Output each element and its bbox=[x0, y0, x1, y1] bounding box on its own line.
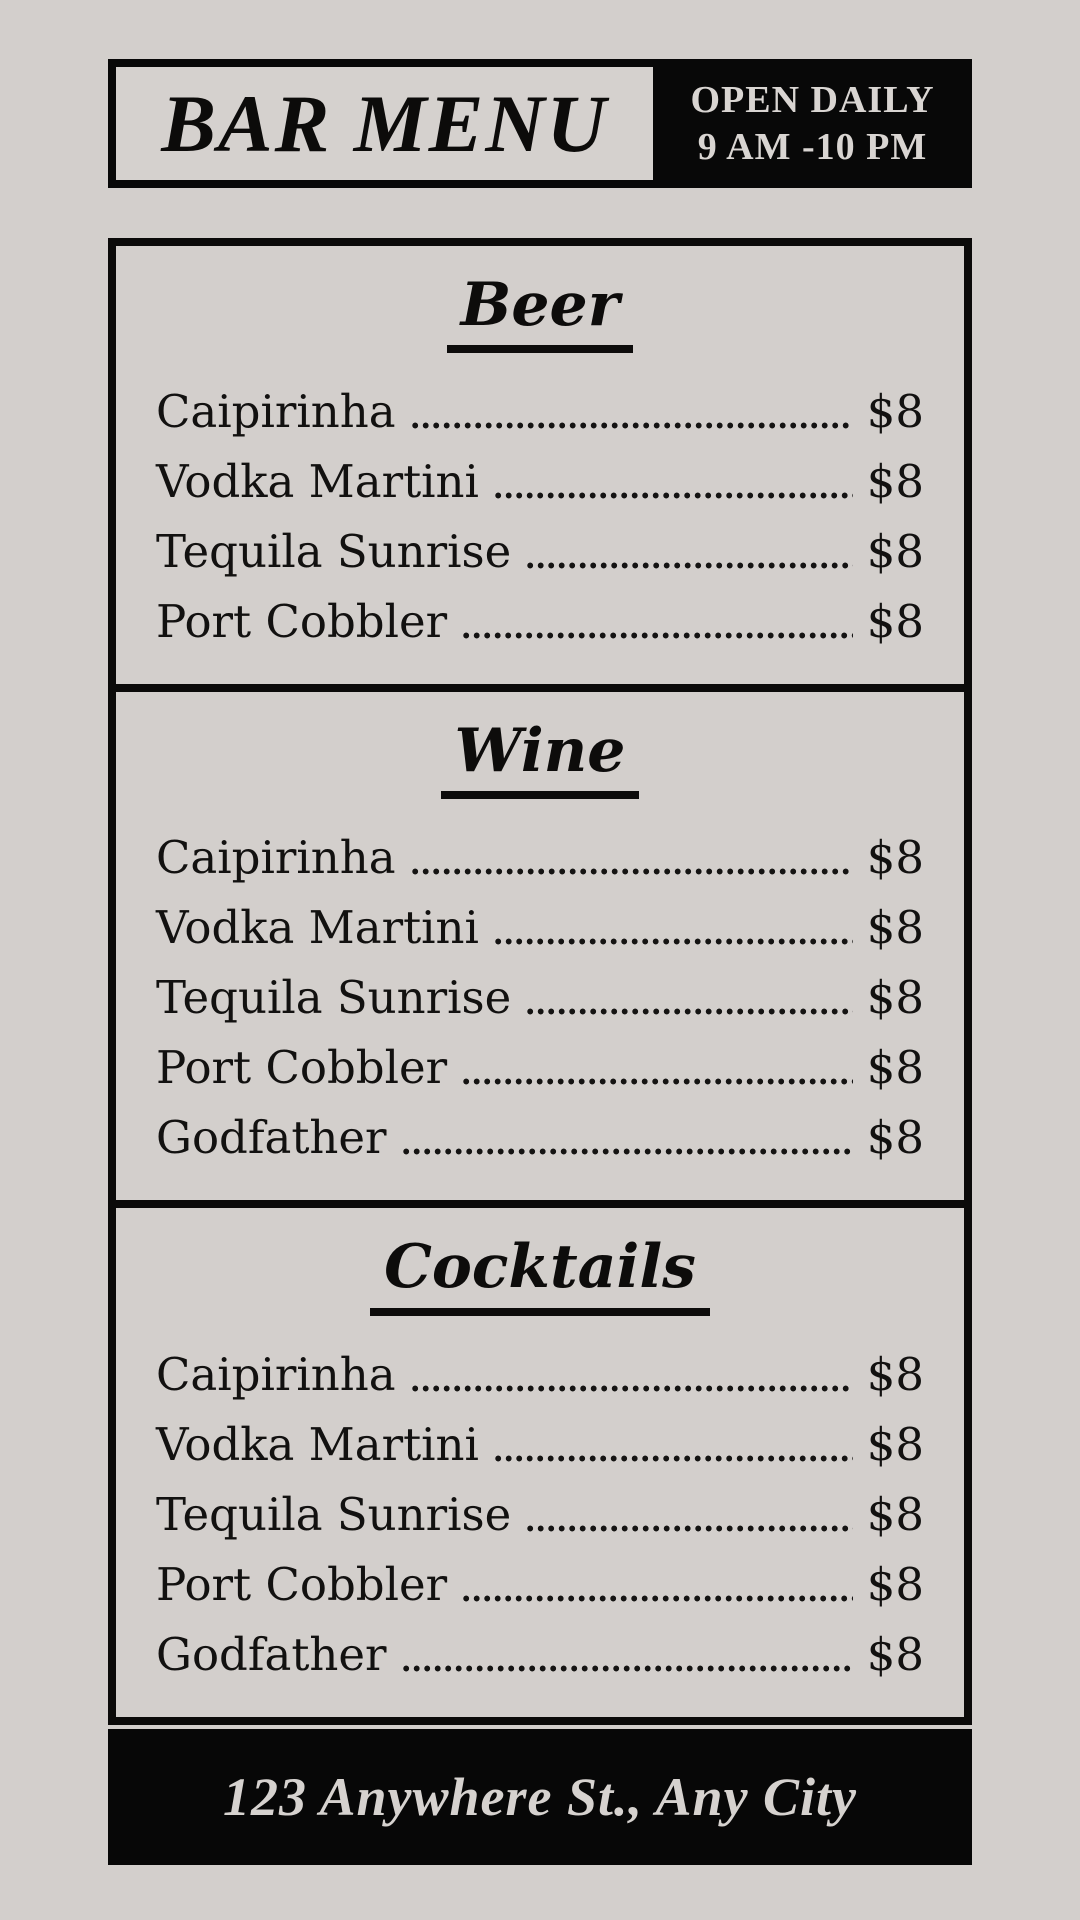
section-items bbox=[156, 385, 924, 649]
dotted-leader bbox=[495, 1455, 853, 1462]
dotted-leader bbox=[403, 1665, 853, 1672]
footer-bar bbox=[108, 1729, 972, 1865]
section-heading-wrap bbox=[156, 272, 924, 353]
item-name: Caipirinha bbox=[156, 385, 396, 439]
menu-item bbox=[156, 1627, 924, 1681]
section-title: Cocktails bbox=[370, 1234, 710, 1315]
menu-item bbox=[156, 525, 924, 579]
item-name: Tequila Sunrise bbox=[156, 525, 512, 579]
menu-item bbox=[156, 385, 924, 439]
item-name: Tequila Sunrise bbox=[156, 971, 512, 1025]
item-price: $8 bbox=[866, 455, 924, 509]
menu-item bbox=[156, 971, 924, 1025]
menu-item bbox=[156, 1347, 924, 1401]
item-name: Caipirinha bbox=[156, 831, 396, 885]
dotted-leader bbox=[412, 868, 853, 875]
header-bar bbox=[108, 59, 972, 188]
section-title: Wine bbox=[441, 718, 640, 799]
item-name: Port Cobbler bbox=[156, 1557, 448, 1611]
item-price: $8 bbox=[866, 385, 924, 439]
item-name: Godfather bbox=[156, 1627, 387, 1681]
item-name: Vodka Martini bbox=[156, 901, 479, 955]
page-title: BAR MENU bbox=[161, 77, 608, 169]
dotted-leader bbox=[527, 562, 852, 569]
section-heading-wrap bbox=[156, 1234, 924, 1315]
item-price: $8 bbox=[866, 1347, 924, 1401]
dotted-leader bbox=[463, 1595, 853, 1602]
item-price: $8 bbox=[866, 1557, 924, 1611]
dotted-leader bbox=[403, 1148, 853, 1155]
item-name: Vodka Martini bbox=[156, 455, 479, 509]
item-price: $8 bbox=[866, 901, 924, 955]
menu-item bbox=[156, 455, 924, 509]
menu-section bbox=[108, 1200, 972, 1724]
menu-section bbox=[108, 238, 972, 692]
menu-item bbox=[156, 1487, 924, 1541]
footer-address: 123 Anywhere St., Any City bbox=[222, 1767, 858, 1827]
dotted-leader bbox=[463, 1078, 853, 1085]
section-items bbox=[156, 1347, 924, 1681]
item-name: Caipirinha bbox=[156, 1347, 396, 1401]
hours-line1: OPEN DAILY bbox=[690, 79, 935, 122]
menu-sections bbox=[108, 238, 972, 1725]
item-name: Vodka Martini bbox=[156, 1417, 479, 1471]
item-price: $8 bbox=[866, 1487, 924, 1541]
hours-line2: 9 AM -10 PM bbox=[697, 125, 928, 168]
menu-item bbox=[156, 1111, 924, 1165]
item-price: $8 bbox=[866, 525, 924, 579]
dotted-leader bbox=[412, 1385, 853, 1392]
dotted-leader bbox=[412, 422, 853, 429]
menu-item bbox=[156, 901, 924, 955]
section-heading-wrap bbox=[156, 718, 924, 799]
item-price: $8 bbox=[866, 971, 924, 1025]
item-price: $8 bbox=[866, 595, 924, 649]
menu-section bbox=[108, 684, 972, 1208]
dotted-leader bbox=[527, 1008, 852, 1015]
menu-item bbox=[156, 1417, 924, 1471]
item-name: Port Cobbler bbox=[156, 1041, 448, 1095]
item-price: $8 bbox=[866, 1111, 924, 1165]
menu-item bbox=[156, 1557, 924, 1611]
menu-item bbox=[156, 831, 924, 885]
section-title: Beer bbox=[447, 272, 634, 353]
item-name: Tequila Sunrise bbox=[156, 1487, 512, 1541]
dotted-leader bbox=[527, 1525, 852, 1532]
item-price: $8 bbox=[866, 1041, 924, 1095]
item-name: Port Cobbler bbox=[156, 595, 448, 649]
section-items bbox=[156, 831, 924, 1165]
dotted-leader bbox=[495, 938, 853, 945]
item-price: $8 bbox=[866, 1627, 924, 1681]
dotted-leader bbox=[463, 632, 853, 639]
item-price: $8 bbox=[866, 831, 924, 885]
item-price: $8 bbox=[866, 1417, 924, 1471]
dotted-leader bbox=[495, 492, 853, 499]
item-name: Godfather bbox=[156, 1111, 387, 1165]
menu-item bbox=[156, 1041, 924, 1095]
opening-hours bbox=[653, 59, 972, 188]
menu-item bbox=[156, 595, 924, 649]
title-box bbox=[116, 67, 653, 180]
